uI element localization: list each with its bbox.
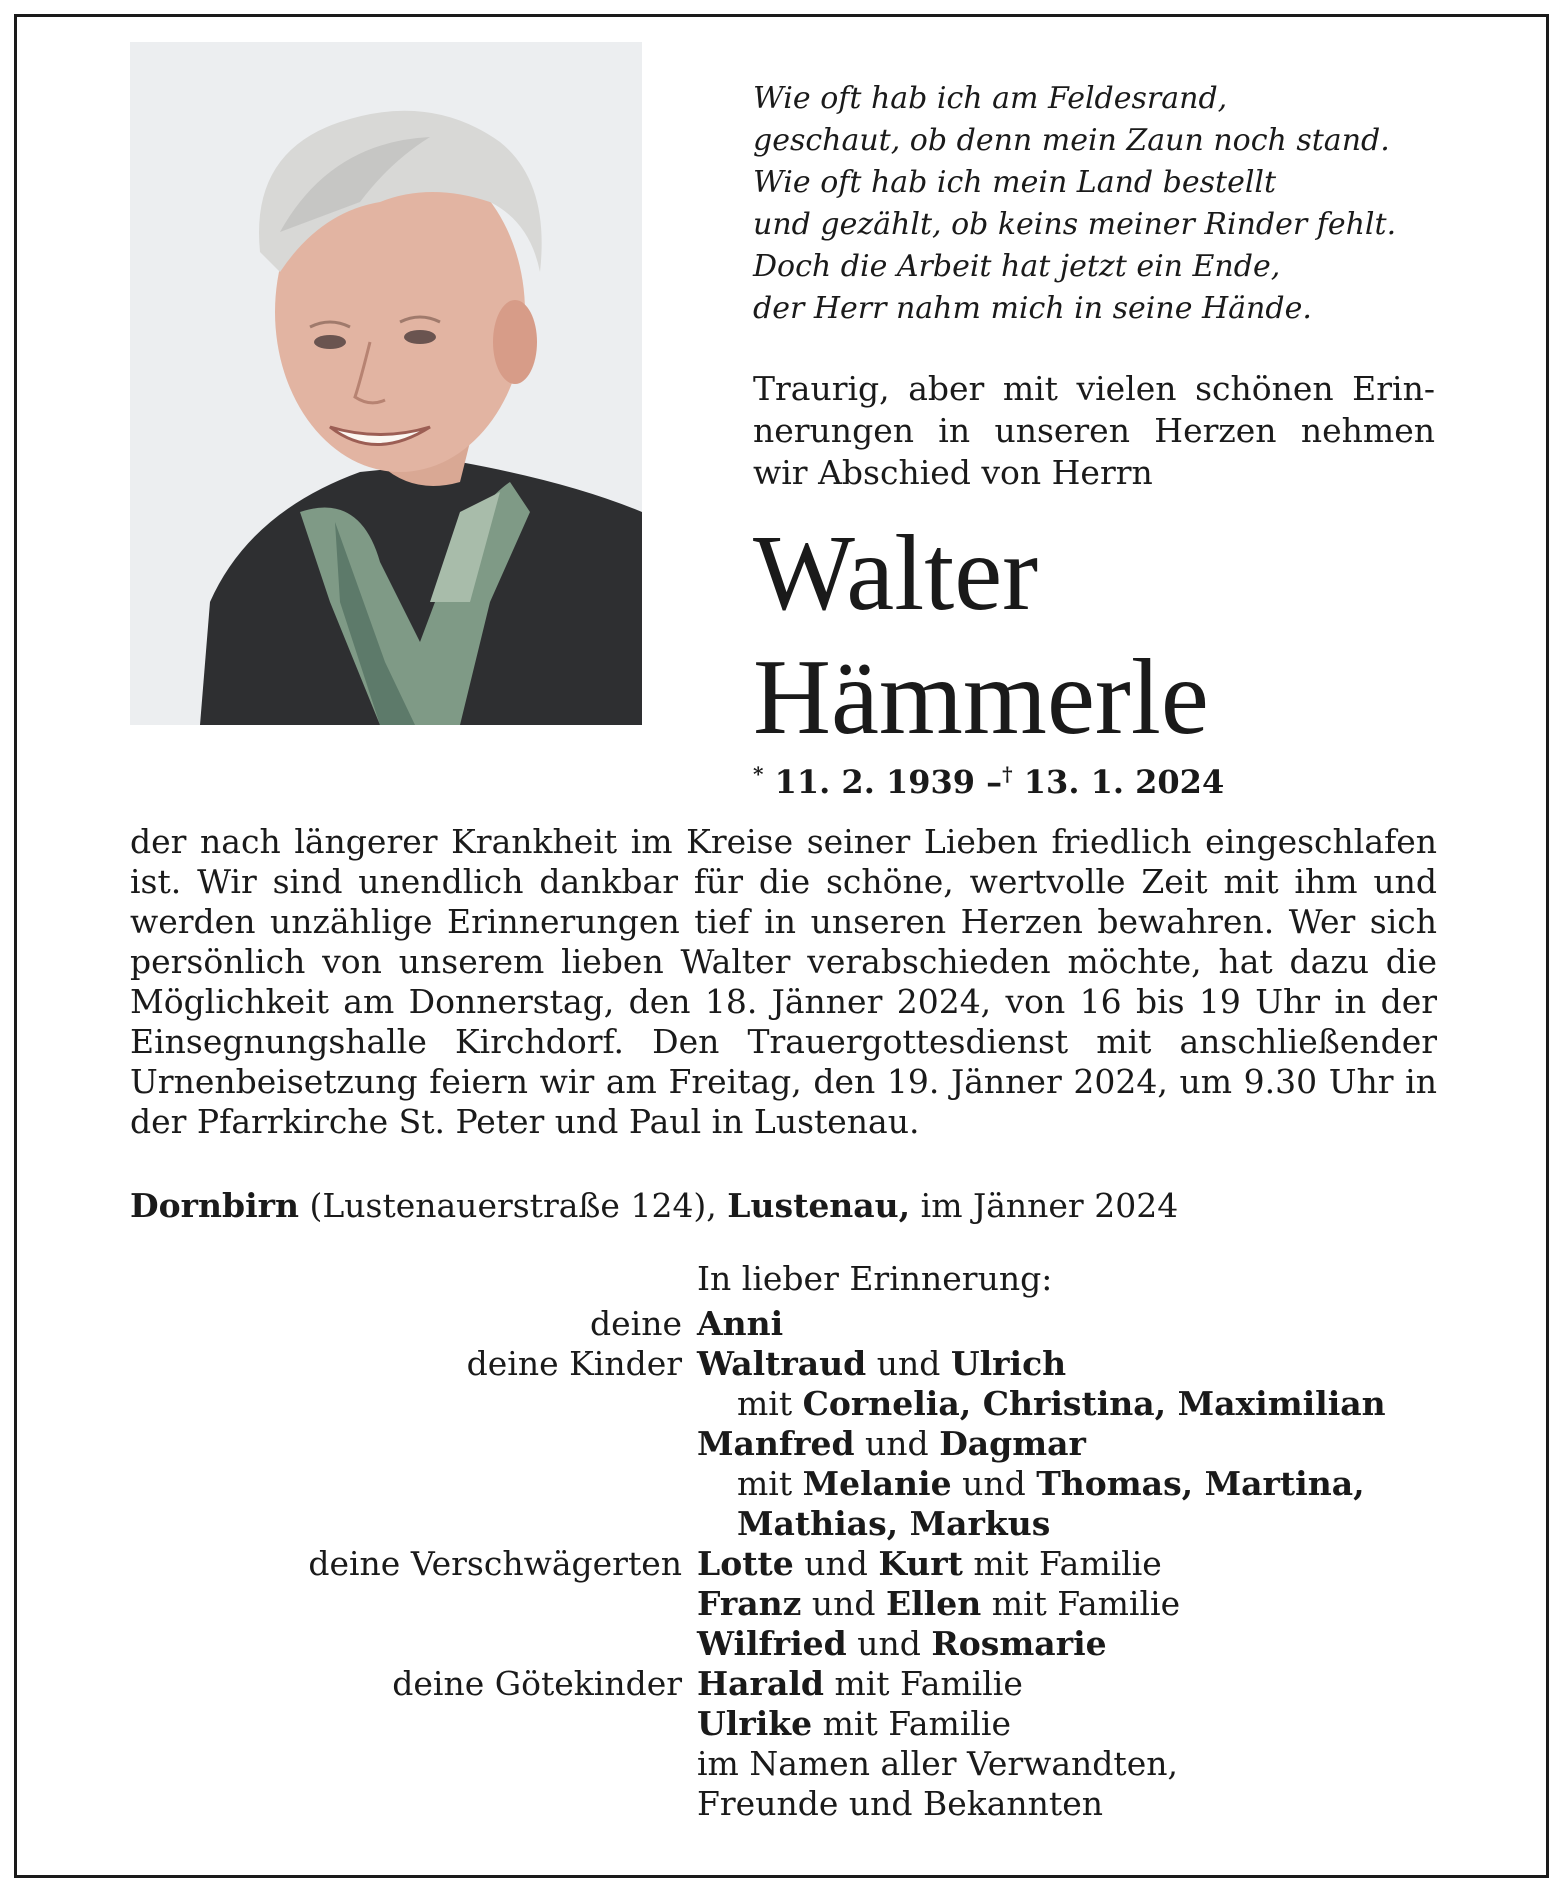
poem-line: Doch die Arbeit hat jetzt ein Ende, [753,249,1281,284]
mourner-row [0,1704,1567,1744]
mourner-row [0,1384,1567,1424]
mourner-row [0,1464,1567,1504]
mourner-row [0,1424,1567,1464]
mourner-name: Harald [697,1664,824,1703]
address: (Lustenauerstraße 124), [299,1186,728,1225]
connector: und [854,1424,940,1463]
connector: und [866,1344,951,1383]
intro-text: Traurig, aber mit vielen schönen Erin- nerungen in unseren Herzen nehmen wir Abschied von Herrn [753,369,1435,492]
mourner-name: Melanie [802,1464,952,1503]
mourner-name: Ulrich [950,1344,1067,1383]
mourner-name: Waltraud [697,1344,867,1383]
connector: mit Familie [962,1544,1162,1583]
life-dates [753,752,1453,804]
text-line: Möglichkeit am Donnerstag, den 18. Jänner 2024, von 16 bis 19 Uhr in der [130,982,1437,1021]
connector: mit Familie [823,1664,1023,1703]
mourner-name: Cornelia, Christina, Maximilian [802,1384,1386,1423]
mourners-list [0,1304,1567,1824]
relation-label: deine Verschwägerten [308,1544,682,1583]
connector: mit Familie [981,1584,1181,1623]
first-name: Walter [753,514,1039,633]
mourner-name: Thomas, Martina, [1036,1464,1365,1503]
place-and-date [130,1184,1430,1228]
text-line: persönlich von unserem lieben Walter verabschieden möchte, hat dazu die [130,942,1437,981]
mourner-row [0,1304,1567,1344]
text-line: der nach längerer Krankheit im Kreise seiner Lieben friedlich eingeschlafen [130,822,1437,861]
poem-line: und gezählt, ob keins meiner Rinder fehlt. [753,207,1397,242]
mourner-row [0,1744,1567,1784]
poem-line: geschaut, ob denn mein Zaun noch stand. [753,123,1390,158]
connector: mit Familie [812,1704,1012,1743]
mourner-name: Manfred [697,1424,855,1463]
relation-label: deine [590,1304,682,1343]
mourner-row [0,1344,1567,1384]
city-dornbirn: Dornbirn [130,1186,299,1225]
date-separator: – [986,763,1003,801]
mourner-row [0,1624,1567,1664]
announcement-text [130,822,1437,1142]
mourner-name: Kurt [878,1544,963,1583]
relation-label: deine Kinder [466,1344,682,1383]
connector: mit [737,1384,803,1423]
closing-line: Freunde und Bekannten [697,1784,1103,1823]
connector: mit [737,1464,803,1503]
mourner-name: Dagmar [939,1424,1086,1463]
text-line: werden unzählige Erinnerungen tief in unseren Herzen bewahren. Wer sich [130,902,1437,941]
poem-line: der Herr nahm mich in seine Hände. [753,291,1312,326]
mourner-name: Anni [697,1304,784,1343]
portrait-photo [130,42,642,725]
deceased-name [753,512,1453,760]
mourner-row [0,1544,1567,1584]
text-line: der Pfarrkirche St. Peter und Paul in Lustenau. [130,1102,920,1141]
relation-label: deine Götekinder [392,1664,682,1703]
place-date: im Jänner 2024 [910,1186,1179,1225]
death-mark: † [1002,762,1013,786]
mourner-name: Lotte [697,1544,794,1583]
mourner-name: Mathias, Markus [737,1504,1051,1543]
mourner-name: Ellen [885,1584,982,1623]
mourner-row [0,1664,1567,1704]
mourner-name: Ulrike [697,1704,813,1743]
last-name: Hämmerle [753,638,1209,757]
text-line: Urnenbeisetzung feiern wir am Freitag, den 19. Jänner 2024, um 9.30 Uhr in [130,1062,1437,1101]
connector: und [846,1624,932,1663]
city-lustenau: Lustenau, [727,1186,911,1225]
connector: und [951,1464,1037,1503]
poem-line: Wie oft hab ich mein Land bestellt [753,165,1277,200]
connector: und [793,1544,879,1583]
mourner-row [0,1504,1567,1544]
mourner-row [0,1784,1567,1824]
mourner-row [0,1584,1567,1624]
text-line: Einsegnungshalle Kirchdorf. Den Trauergottesdienst mit anschließender [130,1022,1437,1061]
mourner-name: Wilfried [697,1624,847,1663]
connector: und [801,1584,886,1623]
mourner-name: Rosmarie [931,1624,1107,1663]
death-date: 13. 1. 2024 [1023,763,1225,801]
birth-mark: * [753,762,764,786]
text-line: ist. Wir sind unendlich dankbar für die schöne, wertvolle Zeit mit ihm und [130,862,1437,901]
birth-date: 11. 2. 1939 [774,763,976,801]
memory-heading: In lieber Erinnerung: [697,1259,1053,1298]
mourner-name: Franz [697,1584,802,1623]
poem-line: Wie oft hab ich am Feldesrand, [753,81,1228,116]
poem [753,78,1453,330]
closing-line: im Namen aller Verwandten, [697,1744,1178,1783]
